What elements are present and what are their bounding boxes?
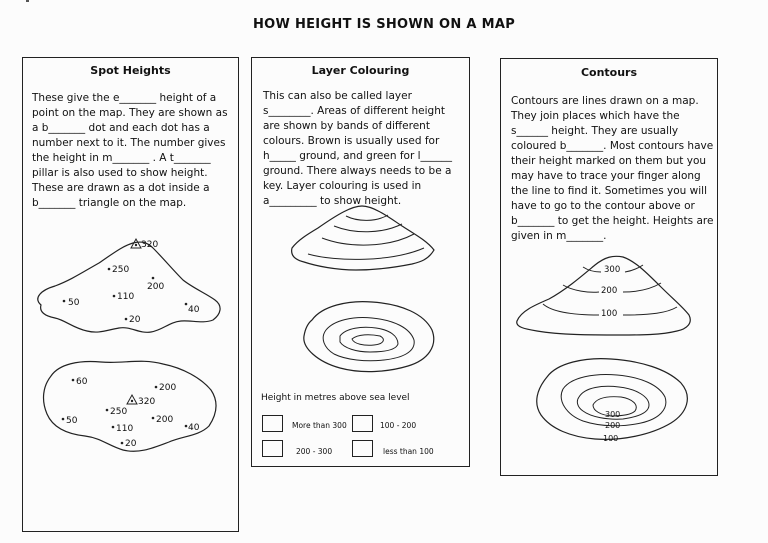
contours-heading: Contours: [580, 66, 638, 79]
spot-label: 320: [138, 397, 156, 407]
key-title: Height in metres above sea level: [261, 393, 410, 403]
contour-label: 300: [604, 265, 621, 275]
layer-colouring-panel: [251, 57, 470, 467]
spot-label: 250: [110, 407, 128, 417]
spot-label: 50: [68, 298, 80, 308]
spot-label: 110: [117, 292, 135, 302]
spot-label: 20: [129, 315, 141, 325]
key-swatch-less-than-100: [352, 440, 373, 457]
spot-label: 200: [159, 383, 177, 393]
spot-label: 40: [188, 305, 200, 315]
key-label-less-than-100: less than 100: [383, 447, 434, 456]
spot-label: 20: [125, 439, 137, 449]
layer-colouring-heading: Layer Colouring: [311, 64, 410, 77]
key-label-100-200: 100 - 200: [380, 421, 417, 430]
spot-label: 40: [188, 423, 200, 433]
contour-label: 100: [601, 309, 618, 319]
spot-heights-text: These give the e_______ height of a point on the map. They are shown as a b_______ dot and each dot has a number next to it. The number gives the height in m_______ . A t_______ pillar is also used to show height. These are drawn as a dot inside a b_______ triangle on the map.: [32, 92, 228, 209]
contour-label: 100: [603, 434, 619, 443]
spot-label: 250: [112, 265, 130, 275]
layer-colouring-text: This can also be called layer s________. Areas of different height are shown by bands of different colours. Brown is usually used for h_____ ground, and green for l______ ground. There always needs to be a key. Layer colouring is used in a_________ to show height.: [263, 90, 453, 207]
plan-outline: [44, 361, 217, 451]
key-swatch-more-than-300: [262, 415, 283, 432]
contours-text: Contours are lines drawn on a map. They join places which have the s______ height. They are usually coloured b_______. Most contours have their height marked on them but you may have to trace your finger along the line to find it. Sometimes you will have to go to the contour above or b_______ to get the height. Heights are given in m_______.: [511, 95, 714, 242]
spot-label: 50: [66, 416, 78, 426]
spot-label: 320: [141, 240, 159, 250]
contour-plan-diagram: [501, 59, 719, 477]
spot-label: 200: [156, 415, 174, 425]
spot-heights-panel: [22, 57, 239, 532]
key-label-200-300: 200 - 300: [296, 447, 333, 456]
contours-panel: [500, 58, 718, 476]
triangle-pillar-icon: [127, 395, 137, 404]
contour-label: 200: [605, 421, 621, 430]
spot-heights-plan-diagram: [23, 58, 240, 533]
spot-heights-heading: Spot Heights: [90, 64, 171, 77]
key-swatch-100-200: [352, 415, 373, 432]
key-label-more-than-300: More than 300: [292, 421, 347, 430]
spot-label: 110: [116, 424, 134, 434]
spot-label: 200: [147, 282, 165, 292]
scan-mark: [26, 0, 29, 2]
contour-label: 200: [601, 286, 618, 296]
spot-label: 60: [76, 377, 88, 387]
layer-plan-diagram: [252, 58, 471, 468]
contour-label: 300: [605, 410, 621, 419]
key-swatch-200-300: [262, 440, 283, 457]
page-title: HOW HEIGHT IS SHOWN ON A MAP: [252, 17, 516, 32]
